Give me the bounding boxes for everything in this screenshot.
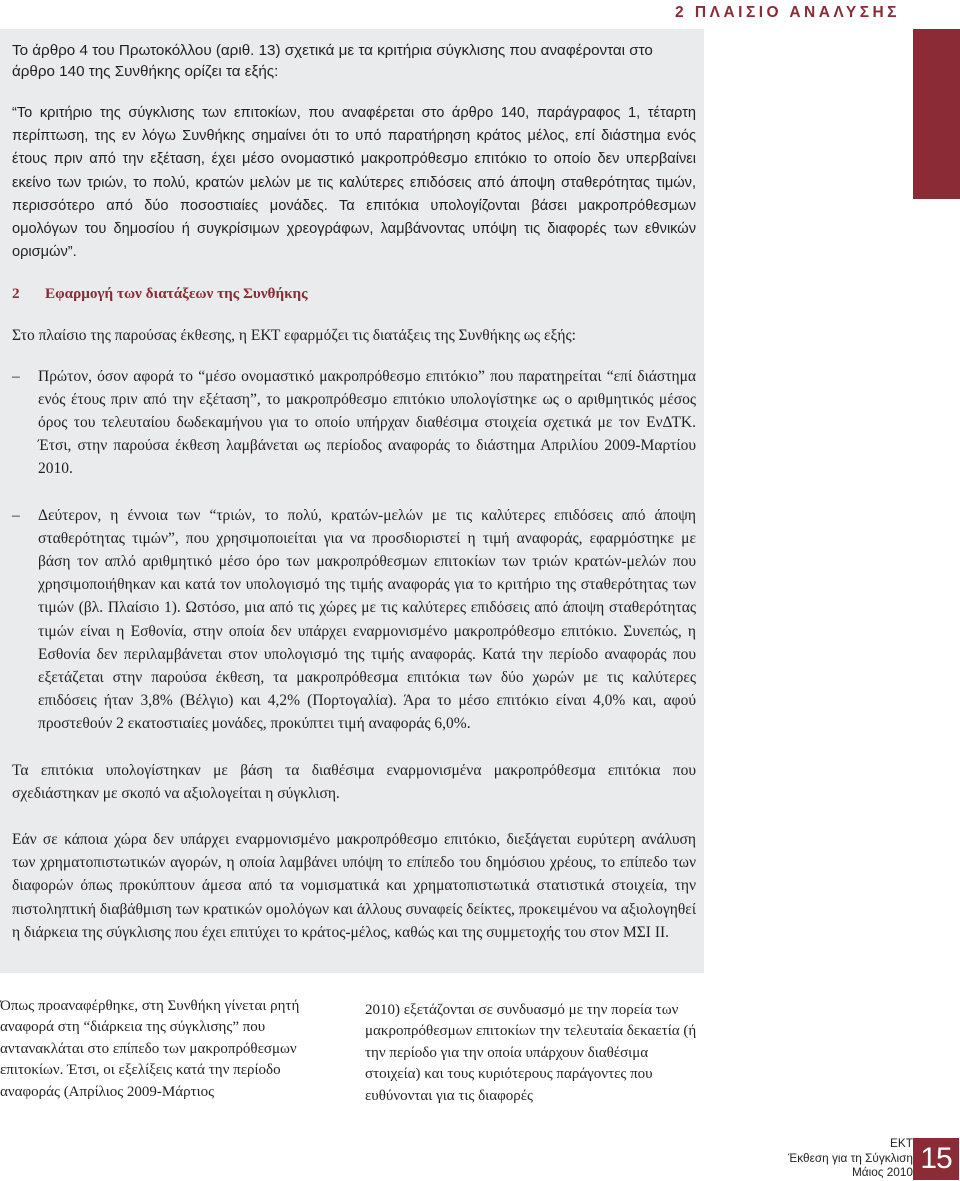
bullet-item-first <box>12 365 696 481</box>
footer-text <box>788 1136 913 1180</box>
bullet-item-second <box>12 504 696 736</box>
bullet-text: Πρώτον, όσον αφορά το “μέσο ονομαστικό μακροπρόθεσμο επιτόκιο” που παρατηρείται “επί διάστημα ενός έτους πριν από την εξέταση”, το μακροπρόθεσμο επιτόκιο υπολογίστηκε ως ο αριθμητικός μέσος όρος του τελευταίου δωδεκαμήνου για το οποίο υπήρχαν διαθέσιμα στοιχεία σχετικά με τον ΕνΔΤΚ. Έτσι, στην παρούσα έκθεση λαμβάνεται ως περίοδος αναφοράς το διάστημα Απριλίου 2009-Μαρτίου 2010. <box>38 367 696 478</box>
bullet-text: Δεύτερον, η έννοια των “τριών, το πολύ, κρατών-μελών με τις καλύτερες επιδόσεις από άποψη σταθερότητας τιμών”, που χρησιμοποιείται για να προσδιοριστεί η τιμή αναφοράς, εφαρμόστηκε με βάση τον απλό αριθμητικό μέσο όρο των μακροπρόθεσμων επιτοκίων των τριών κρατών-μελών που χρησιμοποιήθηκαν και κατά τον υπολογισμό της τιμής αναφοράς για το κριτήριο της σταθερότητας των τιμών (βλ. Πλαίσιο 1). Ωστόσο, μια από τις χώρες με τις καλύτερες επιδόσεις από άποψη σταθερότητας τιμών είναι η Εσθονία, στην οποία δεν υπάρχει εναρμονισμένο μακροπρόθεσμο επιτόκιο. Συνεπώς, η Εσθονία δεν περιλαμβάνεται στον υπολογισμό της τιμής αναφοράς. Κατά την περίοδο αναφοράς που εξετάζεται στην παρούσα έκθεση, τα μακροπρόθεσμα επιτόκια των δύο χωρών με τις καλύτερες επιδόσεις ήταν 3,8% (Βέλγιο) και 4,2% (Πορτογαλία). Άρα το μέσο επιτόκιο είναι 4,0% και, αφού προστεθούν 2 εκατοστιαίες μονάδες, προκύπτει τιμή αναφοράς 6,0%. <box>38 506 696 733</box>
footer-date: Μάιος 2010 <box>851 1165 913 1180</box>
bullet-dash: – <box>12 367 20 385</box>
column-left: Όπως προαναφέρθηκε, στη Συνθήκη γίνεται ρητή αναφορά στη “διάρκεια της σύγκλισης” που αντανακλάται στο επίπεδο των μακροπρόθεσμων επιτοκίων. Έτσι, οι εξελίξεις κατά την περίοδο αναφοράς (Απρίλιος 2009-Μάρτιος <box>0 998 300 1100</box>
page-footer <box>586 1136 960 1180</box>
lead-paragraph: Στο πλαίσιο της παρούσας έκθεσης, η ΕΚΤ εφαρμόζει τις διατάξεις της Συνθήκης ως εξής: <box>12 327 576 345</box>
box-paragraph: Τα επιτόκια υπολογίστηκαν με βάση τα διαθέσιμα εναρμονισμένα μακροπρόθεσμα επιτόκια που σχεδιάστηκαν με σκοπό να αξιολογείται η σύγκλιση. <box>12 761 696 802</box>
section-tag: 2 ΠΛΑΙΣΙΟ ΑΝΑΛΥΣΗΣ <box>674 4 900 21</box>
column-right: 2010) εξετάζονται σε συνδυασμό με την πορεία των μακροπρόθεσμων επιτοκίων την τελευταία δεκαετία (ή την περίοδο για την οποία υπάρχουν διαθέσιμα στοιχεία) και τους κυριότερους παράγοντες που ευθύνονται για τις διαφορές <box>365 1002 697 1104</box>
page-number: 15 <box>913 1138 959 1180</box>
analysis-box-content <box>12 40 696 944</box>
footer-report-title: Έκθεση για τη Σύγκλιση <box>788 1150 913 1165</box>
section-heading-text: Εφαρμογή των διατάξεων της Συνθήκης <box>45 285 308 303</box>
box-intro: Το άρθρο 4 του Πρωτοκόλλου (αριθ. 13) σχετικά με τα κριτήρια σύγκλισης που αναφέρονται στο άρθρο 140 της Συνθήκης ορίζει τα εξής: <box>12 42 653 80</box>
bullet-dash: – <box>12 506 20 524</box>
section-heading <box>12 283 696 304</box>
treaty-quote: “Το κριτήριο της σύγκλισης των επιτοκίων, που αναφέρεται στο άρθρο 140, παράγραφος 1, τέταρτη περίπτωση, της εν λόγω Συνθήκης σημαίνει ότι το υπό παρατήρηση κράτος μέλος, επί διάστημα ενός έτους πριν από την εξέταση, έχει μέσο ονομαστικό μακροπρόθεσμο επιτόκιο το οποίο δεν υπερβαίνει εκείνο των τριών, το πολύ, κρατών μελών με τις καλύτερες επιδόσεις από άποψη σταθερότητας τιμών, περισσότερο από δύο ποσοστιαίες μονάδες. Τα επιτόκια υπολογίζονται βάσει μακροπρόθεσμων ομολόγων του δημοσίου ή συγκρίσιμων χρεογράφων, λαμβάνοντας υπόψη τις διαφορές των εθνικών ορισμών”. <box>12 105 696 261</box>
accent-bar <box>913 29 960 199</box>
section-heading-number: 2 <box>12 285 20 303</box>
box-paragraph: Εάν σε κάποια χώρα δεν υπάρχει εναρμονισμένο μακροπρόθεσμο επιτόκιο, διεξάγεται ευρύτερη ανάλυση των χρηματοπιστωτικών αγορών, η οποία λαμβάνει υπόψη το επίπεδο του δημόσιου χρέους, το επίπεδο των διαφορών όπως προκύπτουν άμεσα από τα νομισματικά και χρηματοπιστωτικά στατιστικά στοιχεία, την πιστοληπτική διαβάθμιση των κρατικών ομολόγων και άλλους συναφείς δείκτες, προκειμένου να αξιολογηθεί η διάρκεια της σύγκλισης που έχει επιτύχει το κράτος-μέλος, καθώς και της συμμετοχής του στον ΜΣΙ ΙΙ. <box>12 831 696 941</box>
footer-publisher: ΕΚΤ <box>890 1136 913 1150</box>
analysis-box <box>0 29 704 973</box>
